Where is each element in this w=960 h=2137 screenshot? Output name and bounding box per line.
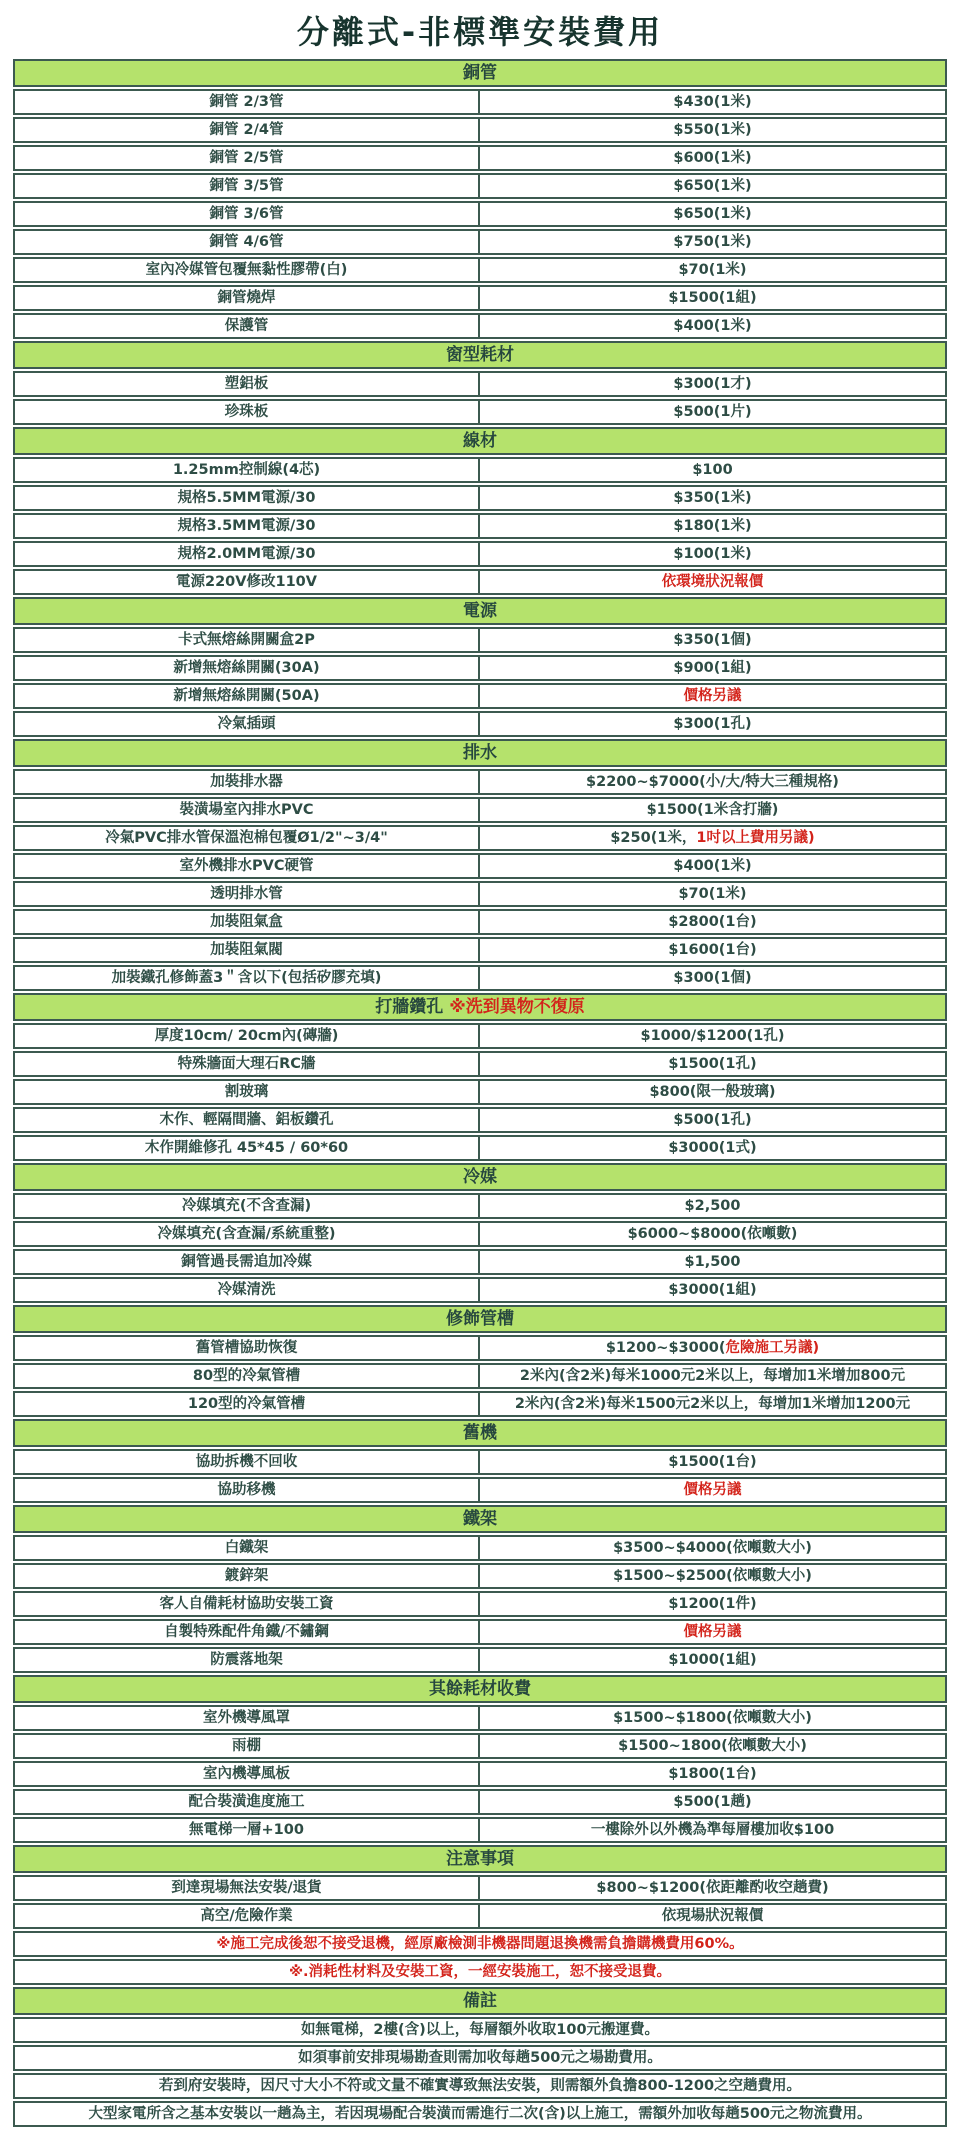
table-row bbox=[13, 1249, 947, 1275]
table-row bbox=[13, 201, 947, 227]
text: $800(限一般玻璃) bbox=[649, 1084, 776, 1100]
price-cell bbox=[480, 401, 945, 423]
table-row bbox=[13, 1535, 947, 1561]
price-cell bbox=[480, 487, 945, 509]
item-cell: 厚度10cm/ 20cm內(磚牆) bbox=[15, 1025, 480, 1047]
text: 一樓除外以外機為準每層樓加收$100 bbox=[590, 1822, 835, 1838]
text: $500(1孔) bbox=[673, 1112, 752, 1128]
price-cell bbox=[480, 175, 945, 197]
item-cell: 卡式無熔絲開關盒2P bbox=[15, 629, 480, 651]
text: $1500~$2500(依噸數大小) bbox=[613, 1568, 812, 1584]
price-cell bbox=[480, 1223, 945, 1245]
section-header bbox=[13, 1305, 947, 1333]
table-row bbox=[13, 683, 947, 709]
table-row bbox=[13, 1875, 947, 1901]
price-cell bbox=[480, 373, 945, 395]
price-cell bbox=[480, 1791, 945, 1813]
note-row bbox=[13, 2073, 947, 2099]
table-row bbox=[13, 1903, 947, 1929]
section-header bbox=[13, 1675, 947, 1703]
item-cell: 保護管 bbox=[15, 315, 480, 337]
item-cell: 透明排水管 bbox=[15, 883, 480, 905]
table-row bbox=[13, 937, 947, 963]
item-cell: 割玻璃 bbox=[15, 1081, 480, 1103]
table-row bbox=[13, 513, 947, 539]
item-cell: 加裝阻氣閥 bbox=[15, 939, 480, 961]
table-row bbox=[13, 1335, 947, 1361]
price-cell bbox=[480, 1053, 945, 1075]
price-cell bbox=[480, 1081, 945, 1103]
price-cell bbox=[480, 1905, 945, 1927]
text: $500(1趟) bbox=[673, 1794, 752, 1810]
text: 其餘耗材收費 bbox=[429, 1679, 531, 1699]
table-row bbox=[13, 1107, 947, 1133]
text: $400(1米) bbox=[673, 858, 752, 874]
price-cell bbox=[480, 1649, 945, 1671]
price-cell bbox=[480, 459, 945, 481]
item-cell: 銅管 2/5管 bbox=[15, 147, 480, 169]
price-cell bbox=[480, 1109, 945, 1131]
text: 舊機 bbox=[463, 1423, 497, 1443]
table-row bbox=[13, 485, 947, 511]
red-text: ※.消耗性材料及安裝工資，一經安裝施工，恕不接受退費。 bbox=[288, 1964, 672, 1980]
price-cell bbox=[480, 629, 945, 651]
table-row bbox=[13, 1363, 947, 1389]
text: 鐵架 bbox=[463, 1509, 497, 1529]
table-row bbox=[13, 1817, 947, 1843]
price-cell bbox=[480, 657, 945, 679]
price-cell bbox=[480, 1479, 945, 1501]
text: $300(1個) bbox=[673, 970, 752, 986]
price-cell bbox=[480, 855, 945, 877]
section-header bbox=[13, 597, 947, 625]
text: $1200~$3000( bbox=[605, 1340, 726, 1356]
price-cell bbox=[480, 1707, 945, 1729]
price-cell bbox=[480, 771, 945, 793]
red-text: ※施工完成後恕不接受退機，經原廠檢測非機器問題退換機需負擔購機費用60%。 bbox=[216, 1936, 744, 1952]
text: $350(1個) bbox=[673, 632, 752, 648]
section-header bbox=[13, 341, 947, 369]
text: $70(1米) bbox=[678, 886, 747, 902]
item-cell: 冷氣插頭 bbox=[15, 713, 480, 735]
text: $3000(1式) bbox=[668, 1140, 757, 1156]
table-row bbox=[13, 825, 947, 851]
price-table bbox=[13, 59, 947, 2127]
section-header bbox=[13, 993, 947, 1021]
text: $2200~$7000(小/大/特大三種規格) bbox=[586, 774, 839, 790]
section-header bbox=[13, 739, 947, 767]
table-row bbox=[13, 655, 947, 681]
table-row bbox=[13, 1789, 947, 1815]
text: $1,500 bbox=[684, 1254, 741, 1270]
table-row bbox=[13, 1477, 947, 1503]
item-cell: 冷氣PVC排水管保溫泡棉包覆Ø1/2"~3/4" bbox=[15, 827, 480, 849]
red-text: 價格另議 bbox=[683, 1482, 742, 1498]
table-row bbox=[13, 797, 947, 823]
price-cell bbox=[480, 1593, 945, 1615]
red-text: 1吋以上費用另議) bbox=[696, 830, 815, 846]
text: $1500~1800(依噸數大小) bbox=[618, 1738, 807, 1754]
text: 若到府安裝時，因尺寸大小不符或文量不確實導致無法安裝，則需額外負擔800-1200之空趟費用。 bbox=[158, 2078, 802, 2094]
text: 冷媒 bbox=[463, 1167, 497, 1187]
item-cell: 白鐵架 bbox=[15, 1537, 480, 1559]
price-cell bbox=[480, 967, 945, 989]
text: 2米內(含2米)每米1000元2米以上，每增加1米增加800元 bbox=[519, 1368, 906, 1384]
price-cell bbox=[480, 231, 945, 253]
item-cell: 加裝排水器 bbox=[15, 771, 480, 793]
red-text: 危險施工另議) bbox=[725, 1340, 820, 1356]
item-cell: 珍珠板 bbox=[15, 401, 480, 423]
item-cell: 銅管 3/6管 bbox=[15, 203, 480, 225]
price-cell bbox=[480, 685, 945, 707]
item-cell: 室外機排水PVC硬管 bbox=[15, 855, 480, 877]
text: $3500~$4000(依噸數大小) bbox=[613, 1540, 812, 1556]
price-cell bbox=[480, 827, 945, 849]
red-text: 價格另議 bbox=[683, 1624, 742, 1640]
item-cell: 銅管燒焊 bbox=[15, 287, 480, 309]
price-cell bbox=[480, 1537, 945, 1559]
item-cell: 銅管 2/4管 bbox=[15, 119, 480, 141]
text: $1600(1台) bbox=[668, 942, 757, 958]
text: 銅管 bbox=[463, 63, 497, 83]
red-text: ※洗到異物不復原 bbox=[449, 997, 585, 1017]
item-cell: 室內冷媒管包覆無黏性膠帶(白) bbox=[15, 259, 480, 281]
text: 備註 bbox=[463, 1991, 497, 2011]
text: $3000(1組) bbox=[668, 1282, 757, 1298]
text: 修飾管槽 bbox=[446, 1309, 514, 1329]
note-row bbox=[13, 1931, 947, 1957]
price-cell bbox=[480, 1337, 945, 1359]
text: $1500(1孔) bbox=[668, 1056, 757, 1072]
note-row bbox=[13, 1959, 947, 1985]
price-cell bbox=[480, 147, 945, 169]
item-cell: 冷媒填充(不含查漏) bbox=[15, 1195, 480, 1217]
page-title: 分離式-非標準安裝費用 bbox=[296, 13, 664, 51]
item-cell: 室外機導風罩 bbox=[15, 1707, 480, 1729]
item-cell: 1.25mm控制線(4芯) bbox=[15, 459, 480, 481]
table-row bbox=[13, 711, 947, 737]
table-row bbox=[13, 1449, 947, 1475]
text: $6000~$8000(依噸數) bbox=[627, 1226, 798, 1242]
item-cell: 電源220V修改110V bbox=[15, 571, 480, 593]
item-cell: 配合裝潢進度施工 bbox=[15, 1791, 480, 1813]
item-cell: 鍍鋅架 bbox=[15, 1565, 480, 1587]
text: $1500(1組) bbox=[668, 290, 757, 306]
price-cell bbox=[480, 1195, 945, 1217]
item-cell: 防震落地架 bbox=[15, 1649, 480, 1671]
text: 如須事前安排現場勘查則需加收每趟500元之場勘費用。 bbox=[298, 2050, 662, 2066]
price-cell bbox=[480, 119, 945, 141]
text: $1000/$1200(1孔) bbox=[640, 1028, 785, 1044]
table-row bbox=[13, 313, 947, 339]
text: $1000(1組) bbox=[668, 1652, 757, 1668]
text: $400(1米) bbox=[673, 318, 752, 334]
table-row bbox=[13, 541, 947, 567]
item-cell: 客人自備耗材協助安裝工資 bbox=[15, 1593, 480, 1615]
table-row bbox=[13, 853, 947, 879]
table-row bbox=[13, 569, 947, 595]
table-row bbox=[13, 1733, 947, 1759]
table-row bbox=[13, 457, 947, 483]
text: $900(1組) bbox=[673, 660, 752, 676]
text: $70(1米) bbox=[678, 262, 747, 278]
note-row bbox=[13, 2017, 947, 2043]
table-row bbox=[13, 229, 947, 255]
price-cell bbox=[480, 1565, 945, 1587]
price-cell bbox=[480, 91, 945, 113]
item-cell: 協助拆機不回收 bbox=[15, 1451, 480, 1473]
table-row bbox=[13, 881, 947, 907]
item-cell: 規格5.5MM電源/30 bbox=[15, 487, 480, 509]
item-cell: 加裝阻氣盒 bbox=[15, 911, 480, 933]
table-row bbox=[13, 173, 947, 199]
note-row bbox=[13, 2045, 947, 2071]
text: $1800(1台) bbox=[668, 1766, 757, 1782]
price-cell bbox=[480, 939, 945, 961]
text: $250(1米， bbox=[610, 830, 697, 846]
item-cell: 銅管過長需追加冷媒 bbox=[15, 1251, 480, 1273]
price-cell bbox=[480, 1365, 945, 1387]
price-cell bbox=[480, 1451, 945, 1473]
table-row bbox=[13, 627, 947, 653]
item-cell: 無電梯一層+100 bbox=[15, 1819, 480, 1841]
item-cell: 銅管 4/6管 bbox=[15, 231, 480, 253]
section-header bbox=[13, 1419, 947, 1447]
text: $2800(1台) bbox=[668, 914, 757, 930]
price-cell bbox=[480, 1137, 945, 1159]
price-cell bbox=[480, 1763, 945, 1785]
price-cell bbox=[480, 1819, 945, 1841]
item-cell: 規格3.5MM電源/30 bbox=[15, 515, 480, 537]
text: 打牆鑽孔 bbox=[375, 997, 450, 1017]
price-cell bbox=[480, 203, 945, 225]
item-cell: 加裝鐵孔修飾蓋3＂含以下(包括矽膠充填) bbox=[15, 967, 480, 989]
price-cell bbox=[480, 911, 945, 933]
text: $100(1米) bbox=[673, 546, 752, 562]
text: 線材 bbox=[463, 431, 497, 451]
price-cell bbox=[480, 287, 945, 309]
item-cell: 自製特殊配件角鐵/不鏽鋼 bbox=[15, 1621, 480, 1643]
red-text: 依環境狀況報價 bbox=[661, 574, 764, 590]
text: $350(1米) bbox=[673, 490, 752, 506]
text: $650(1米) bbox=[673, 206, 752, 222]
table-row bbox=[13, 145, 947, 171]
item-cell: 協助移機 bbox=[15, 1479, 480, 1501]
item-cell: 80型的冷氣管槽 bbox=[15, 1365, 480, 1387]
price-cell bbox=[480, 259, 945, 281]
text: $300(1才) bbox=[673, 376, 752, 392]
item-cell: 木作開維修孔 45*45 / 60*60 bbox=[15, 1137, 480, 1159]
table-row bbox=[13, 769, 947, 795]
table-row bbox=[13, 909, 947, 935]
price-cell bbox=[480, 1735, 945, 1757]
price-cell bbox=[480, 1025, 945, 1047]
item-cell: 特殊牆面大理石RC牆 bbox=[15, 1053, 480, 1075]
text: $500(1片) bbox=[673, 404, 752, 420]
item-cell: 規格2.0MM電源/30 bbox=[15, 543, 480, 565]
section-header bbox=[13, 427, 947, 455]
text: 電源 bbox=[463, 601, 497, 621]
red-text: 價格另議 bbox=[683, 688, 742, 704]
table-row bbox=[13, 1221, 947, 1247]
text: $430(1米) bbox=[673, 94, 752, 110]
note-row bbox=[13, 2101, 947, 2127]
price-cell bbox=[480, 1621, 945, 1643]
table-row bbox=[13, 1023, 947, 1049]
table-row bbox=[13, 1761, 947, 1787]
text: $650(1米) bbox=[673, 178, 752, 194]
text: $800~$1200(依距離酌收空趟費) bbox=[596, 1880, 829, 1896]
section-header bbox=[13, 1845, 947, 1873]
price-cell bbox=[480, 515, 945, 537]
item-cell: 裝潢場室內排水PVC bbox=[15, 799, 480, 821]
table-row bbox=[13, 1619, 947, 1645]
table-row bbox=[13, 1193, 947, 1219]
price-cell bbox=[480, 1251, 945, 1273]
text: $750(1米) bbox=[673, 234, 752, 250]
text: $300(1孔) bbox=[673, 716, 752, 732]
text: $180(1米) bbox=[673, 518, 752, 534]
item-cell: 冷媒清洗 bbox=[15, 1279, 480, 1301]
item-cell: 銅管 2/3管 bbox=[15, 91, 480, 113]
text: $550(1米) bbox=[673, 122, 752, 138]
text: $1500~$1800(依噸數大小) bbox=[613, 1710, 812, 1726]
item-cell: 木作、輕隔間牆、鋁板鑽孔 bbox=[15, 1109, 480, 1131]
table-row bbox=[13, 399, 947, 425]
table-row bbox=[13, 1705, 947, 1731]
price-cell bbox=[480, 799, 945, 821]
text: 窗型耗材 bbox=[446, 345, 514, 365]
table-row bbox=[13, 1647, 947, 1673]
price-cell bbox=[480, 713, 945, 735]
table-row bbox=[13, 1563, 947, 1589]
price-cell bbox=[480, 315, 945, 337]
table-row bbox=[13, 1135, 947, 1161]
item-cell: 室內機導風板 bbox=[15, 1763, 480, 1785]
table-row bbox=[13, 285, 947, 311]
item-cell: 塑鋁板 bbox=[15, 373, 480, 395]
table-row bbox=[13, 1591, 947, 1617]
price-cell bbox=[480, 543, 945, 565]
item-cell: 新增無熔絲開關(30A) bbox=[15, 657, 480, 679]
price-cell bbox=[480, 883, 945, 905]
text: 排水 bbox=[463, 743, 497, 763]
item-cell: 120型的冷氣管槽 bbox=[15, 1393, 480, 1415]
item-cell: 新增無熔絲開關(50A) bbox=[15, 685, 480, 707]
text: $100 bbox=[692, 462, 733, 478]
table-row bbox=[13, 89, 947, 115]
table-row bbox=[13, 371, 947, 397]
item-cell: 冷媒填充(含查漏/系統重整) bbox=[15, 1223, 480, 1245]
section-header bbox=[13, 1505, 947, 1533]
text: $1200(1件) bbox=[668, 1596, 757, 1612]
section-header bbox=[13, 1163, 947, 1191]
section-header bbox=[13, 59, 947, 87]
text: $1500(1台) bbox=[668, 1454, 757, 1470]
table-row bbox=[13, 1391, 947, 1417]
table-row bbox=[13, 1277, 947, 1303]
item-cell: 舊管槽協助恢復 bbox=[15, 1337, 480, 1359]
text: 注意事項 bbox=[446, 1849, 514, 1869]
text: 依現場狀況報價 bbox=[661, 1908, 764, 1924]
text: 如無電梯，2樓(含)以上，每層額外收取100元搬運費。 bbox=[300, 2022, 660, 2038]
item-cell: 銅管 3/5管 bbox=[15, 175, 480, 197]
text: $2,500 bbox=[684, 1198, 741, 1214]
item-cell: 雨棚 bbox=[15, 1735, 480, 1757]
section-header bbox=[13, 1987, 947, 2015]
item-cell: 高空/危險作業 bbox=[15, 1905, 480, 1927]
table-row bbox=[13, 117, 947, 143]
table-row bbox=[13, 1051, 947, 1077]
price-cell bbox=[480, 1393, 945, 1415]
text: 大型家電所含之基本安裝以一趟為主，若因現場配合裝潢而需進行二次(含)以上施工，需額外加收每趟500元之物流費用。 bbox=[88, 2106, 872, 2122]
text: 2米內(含2米)每米1500元2米以上，每增加1米增加1200元 bbox=[514, 1396, 911, 1412]
price-cell bbox=[480, 1877, 945, 1899]
item-cell: 到達現場無法安裝/退貨 bbox=[15, 1877, 480, 1899]
text: $1500(1米含打牆) bbox=[646, 802, 779, 818]
price-cell bbox=[480, 1279, 945, 1301]
table-row bbox=[13, 965, 947, 991]
table-row bbox=[13, 1079, 947, 1105]
text: $600(1米) bbox=[673, 150, 752, 166]
price-cell bbox=[480, 571, 945, 593]
table-row bbox=[13, 257, 947, 283]
